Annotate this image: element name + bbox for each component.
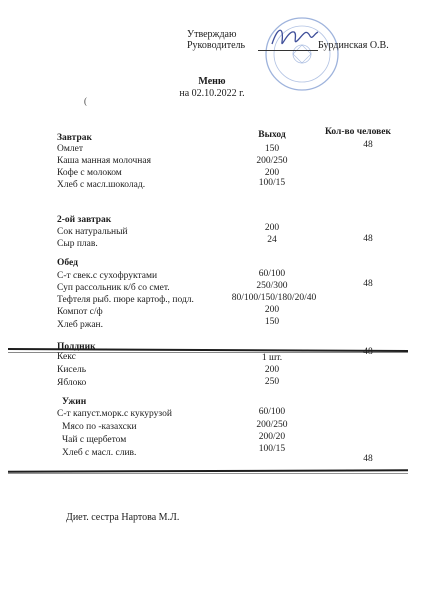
dish-name: Хлеб с масл. слив.	[62, 448, 137, 458]
approval-role: Руководитель	[187, 40, 246, 51]
meal-title-lunch: Обед	[57, 258, 78, 268]
dish-output: 250	[264, 377, 280, 387]
dish-output: 200	[264, 168, 280, 178]
dish-output: 100/15	[258, 444, 286, 454]
dish-name: Хлеб ржан.	[57, 320, 104, 330]
approval-title: Утверждаю	[187, 29, 237, 40]
dish-name: Омлет	[57, 144, 83, 154]
dish-output: 200/250	[256, 156, 288, 166]
dish-name: С-т свек.с сухофруктами	[57, 271, 158, 281]
meal-title-breakfast: Завтрак	[57, 133, 92, 143]
dish-name: Кофе с молоком	[57, 168, 122, 178]
dish-output: 80/100/150/180/20/40	[231, 293, 317, 303]
signature-icon	[268, 22, 320, 52]
dish-name: Кекс	[57, 352, 76, 362]
dish-output: 200	[264, 365, 280, 375]
dish-output: 200/250	[256, 420, 288, 430]
dish-output: 200	[264, 223, 280, 233]
dish-output: 150	[264, 144, 280, 154]
dish-name: Яблоко	[57, 378, 87, 388]
dietitian-signature: Диет. сестра Нартова М.Л.	[66, 512, 180, 523]
dish-name: Хлеб с масл.шоколад.	[57, 180, 146, 190]
dish-name: Тефтеля рыб. пюре картоф., подл.	[57, 295, 194, 305]
menu-date: на 02.10.2022 г.	[179, 88, 245, 99]
page-title: Меню	[198, 76, 226, 87]
dish-name: Сок натуральный	[57, 227, 128, 237]
meal-title-second-breakfast: 2-ой завтрак	[57, 215, 112, 225]
dish-name: Компот с/ф	[57, 307, 103, 317]
scan-mark: (	[84, 96, 87, 106]
meal-title-snack: Полдник	[57, 342, 96, 352]
dish-output: 200	[264, 305, 280, 315]
meal-title-dinner: Ужин	[62, 397, 87, 407]
dish-output: 60/100	[258, 269, 286, 279]
scan-line	[8, 473, 408, 474]
dish-output: 200/20	[258, 432, 286, 442]
meal-count-breakfast: 48	[363, 140, 373, 150]
dish-output: 250/300	[256, 281, 288, 291]
dish-output: 24	[267, 235, 277, 245]
signature-line	[258, 50, 318, 51]
dish-name: Каша манная молочная	[57, 156, 151, 166]
dish-name: С-т капуст.морк.с кукурузой	[57, 409, 172, 419]
meal-count-second-breakfast: 48	[363, 234, 373, 244]
column-header-output: Выход	[258, 130, 286, 140]
dish-name: Мясо по -казахски	[62, 422, 137, 432]
approval-name: Бурдинская О.В.	[318, 40, 389, 51]
dish-output: 100/15	[258, 178, 286, 188]
dish-output: 60/100	[258, 407, 286, 417]
column-header-count: Кол-во человек	[325, 127, 391, 137]
dish-name: Сыр плав.	[57, 239, 98, 249]
meal-count-dinner: 48	[363, 454, 373, 464]
meal-count-lunch: 48	[363, 279, 373, 289]
meal-count-snack: 48	[363, 347, 373, 357]
dish-output: 1 шт.	[261, 353, 283, 363]
dish-name: Кисель	[57, 365, 87, 375]
dish-output: 150	[264, 317, 280, 327]
dish-name: Суп рассольник к/б со смет.	[57, 283, 170, 293]
dish-name: Чай с щербетом	[62, 435, 127, 445]
